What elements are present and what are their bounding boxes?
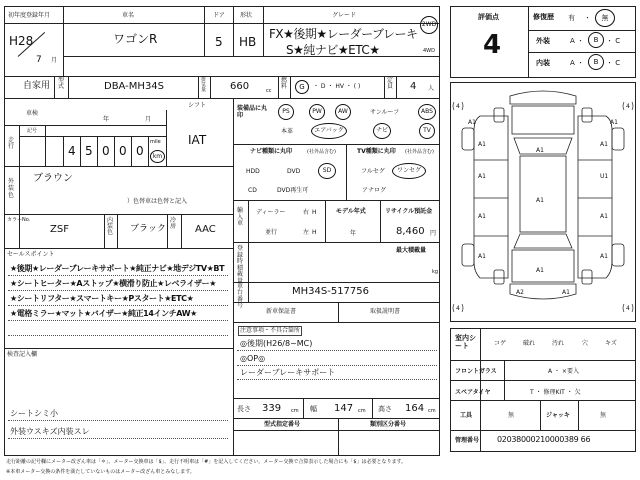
model-year-label: モデル年式 — [336, 208, 366, 215]
mark-a1-6: A1 — [478, 213, 486, 220]
wheel-mark-1: 4 — [456, 103, 460, 110]
car-diagram — [450, 82, 636, 322]
inspector-line-2: 外装ウスキズ内装スレ — [10, 427, 90, 436]
mileage-digit-5: 0 — [136, 144, 144, 158]
inspection-label: 車検 — [26, 110, 39, 117]
navi-hdd: HDD — [246, 168, 260, 175]
mileage-digit-2: 5 — [85, 144, 93, 158]
inspection-year-label: 年 — [103, 116, 110, 123]
interior-color-label: 内装色 — [107, 217, 114, 236]
exterior-color-label: 外装色 — [8, 178, 15, 200]
repair-yes: 有 — [568, 14, 575, 22]
reg-capacity-label: 登録時積載量 — [237, 245, 244, 285]
door-count: 5 — [215, 35, 223, 49]
navi-dvd: DVD — [287, 168, 301, 175]
exterior-color: ブラウン — [33, 173, 73, 184]
equipment-label: 装備品に丸印 — [237, 105, 268, 120]
fuel-options: ・ D ・ HV ・ ( ) — [313, 83, 361, 90]
mark-a1-2: A1 — [610, 119, 618, 126]
handle-h-2: H — [312, 229, 317, 236]
displacement: 660 — [230, 81, 250, 92]
seat-burn: コゲ — [494, 340, 507, 347]
interior-color: ブラック — [130, 224, 166, 234]
tv-analog: アナログ — [362, 187, 387, 194]
grade-line-2: S★純ナビ★ETC★ — [286, 43, 380, 57]
reg-month: 7 — [36, 55, 42, 65]
navi-type-label: ナビ種類に丸印 — [250, 148, 293, 155]
windshield-label: フロントガラス — [455, 368, 497, 375]
tv-type-label: TV種類に丸印 — [357, 148, 396, 155]
seat-scratch: キズ — [605, 340, 617, 347]
tools-value: 無 — [508, 412, 515, 419]
model-label: 型式 — [58, 77, 65, 90]
mark-a1-3: A1 — [478, 141, 486, 148]
height-unit: cm — [428, 408, 436, 414]
ac-label: 冷房 — [170, 217, 177, 230]
notes-label: 注意事項・不具合箇所 — [240, 327, 301, 334]
management-number: 02038000210000389 66 — [497, 435, 591, 444]
recycle-value: 8,460 — [396, 226, 425, 237]
mileage-unit-mile: mile — [150, 139, 161, 145]
notes-line-2: ◎OP◎ — [240, 354, 266, 363]
windshield-value: A ・ ×要入 — [548, 368, 579, 375]
tv-fullseg: フルセグ — [361, 168, 385, 175]
drive-4wd: 4WD — [423, 48, 435, 54]
equip-sunroof: サンルーフ — [370, 109, 400, 116]
length: 339 — [262, 403, 282, 414]
width-unit: cm — [358, 408, 366, 414]
exterior-scale-c: ・ C — [606, 37, 621, 45]
mark-a2: A2 — [516, 289, 524, 296]
wheel-mark-2: 4 — [626, 103, 630, 110]
sales-point-4: ★電格ミラー★マット★バイザー★純正14インチAW★ — [10, 309, 197, 318]
mark-a1-1: A1 — [468, 119, 476, 126]
seat-hole: 穴 — [582, 340, 589, 347]
grade-label: グレード — [332, 12, 357, 19]
mileage-label: 走行 — [8, 137, 15, 150]
navi-type-note: (社外品含む) — [307, 149, 336, 155]
tv-type-note: (社外品含む) — [405, 149, 434, 155]
capacity-unit: 人 — [428, 85, 435, 92]
seat-tear: 破れ — [523, 340, 536, 347]
mark-a1-12: A1 — [536, 267, 544, 274]
height-label: 高さ — [378, 405, 392, 413]
model-code: DBA-MH34S — [104, 81, 165, 92]
mark-a1-8: A1 — [478, 253, 486, 260]
spare-tire-value: T ・ 修理KIT ・ 欠 — [530, 389, 581, 396]
usage: 自家用 — [23, 81, 51, 91]
footer-line-1: 走行距離の記号欄にメーター改ざん車は「＊」、メーター交換車は「$」、走行不明車は「#」を記入してください。メーター交換で合算表示した場合にも「$」は必要となります。 — [6, 459, 407, 465]
class-number-label: 類別区分番号 — [370, 421, 407, 428]
car-name: ワゴンR — [113, 32, 158, 46]
navi-cd: CD — [248, 187, 257, 194]
width-label: 幅 — [310, 405, 317, 413]
notes-line-1: ◎後期(H26/8~MC) — [240, 339, 313, 348]
mark-a1-10: A1 — [536, 147, 544, 154]
import-dealer: ディーラー — [256, 209, 286, 216]
recycle-unit: 円 — [430, 230, 437, 237]
new-warranty: 新車保証書 — [266, 308, 297, 315]
interior-grade-label: 内装 — [536, 59, 550, 67]
body-shape: HB — [239, 35, 257, 49]
recycle-label: リサイクル預託金 — [385, 208, 433, 215]
mark-a1-9: A1 — [600, 253, 608, 260]
capacity-kg: kg — [432, 269, 439, 275]
color-no: ZSF — [50, 224, 69, 235]
drive-2wd-circle: 2WD — [420, 16, 438, 34]
main-sheet — [4, 6, 440, 456]
shape-label: 形状 — [240, 12, 253, 19]
eval-label: 評価点 — [478, 13, 499, 21]
handle-right: 右 — [303, 209, 310, 216]
grade-line-1: FX★後期★レーダーブレーキ — [269, 27, 418, 41]
inspection-month-label: 月 — [145, 116, 152, 123]
notes-line-3: レーダーブレーキサポート — [240, 368, 336, 377]
length-label: 長さ — [237, 405, 251, 413]
equip-aw: AW — [335, 104, 351, 120]
interior-seat-label: 室内シート — [455, 334, 476, 351]
displacement-unit: cc — [266, 88, 272, 94]
max-capacity-label: 最大積載量 — [396, 247, 427, 254]
management-label: 管理番号 — [455, 437, 480, 444]
mark-a1-4: A1 — [600, 141, 608, 148]
exterior-scale: A ・ — [570, 37, 585, 45]
car-name-label: 車名 — [122, 12, 135, 19]
mileage-digit-4: 0 — [119, 144, 127, 158]
ac-value: AAC — [195, 224, 216, 235]
mileage-unit-km: km — [150, 150, 165, 163]
eval-score: 4 — [483, 30, 502, 60]
equip-airbag: エアバック — [311, 123, 347, 139]
exterior-b-circle: B — [588, 32, 604, 48]
mileage-digit-1: 4 — [68, 144, 76, 158]
equip-pw: PW — [309, 104, 325, 120]
mark-a1-7: A1 — [600, 213, 608, 220]
sales-point-2: ★シートヒーター★Aストップ★横滑り防止★レベライザー★ — [10, 279, 217, 288]
equip-abs: ABS — [418, 104, 436, 120]
mark-u1: U1 — [600, 173, 609, 180]
jack-label: ジャッキ — [546, 412, 570, 419]
import-parallel: 並行 — [265, 229, 278, 236]
repair-dot: ・ — [584, 14, 591, 22]
model-year-unit: 年 — [350, 230, 357, 237]
equip-leather: 本革 — [281, 128, 294, 135]
repair-no-circle: 無 — [595, 9, 615, 27]
inspector-label: 検査記入欄 — [7, 351, 38, 358]
sales-point-1: ★後期★レーダーブレーキサポート★純正ナビ★地デジTV★BT — [10, 264, 225, 273]
height: 164 — [405, 403, 425, 414]
equip-ps: PS — [278, 104, 294, 120]
interior-scale: A ・ — [570, 59, 585, 67]
wheel-mark-3: 4 — [456, 305, 460, 312]
width: 147 — [334, 403, 354, 414]
exterior-grade-label: 外装 — [536, 37, 550, 45]
capacity-label: 定員 — [387, 77, 394, 90]
color-change-note: ）色替車は色替と記入 — [127, 198, 188, 205]
chassis-label: 車台番号 — [237, 283, 244, 309]
sales-points-label: セールスポイント — [7, 251, 55, 258]
capacity: 4 — [410, 81, 417, 92]
equip-navi: ナビ — [373, 123, 391, 139]
owner-manual: 取扱説明書 — [370, 308, 401, 315]
handle-left: 左 — [303, 229, 310, 236]
inspector-line-1: シートシミ小 — [10, 409, 58, 418]
first-reg-label: 初年度登録年月 — [8, 12, 51, 19]
import-label: 輸入車 — [237, 207, 244, 228]
door-label: ドア — [213, 12, 225, 19]
seat-dirt: 汚れ — [552, 340, 565, 347]
navi-sd: SD — [318, 163, 336, 179]
mileage-digit-3: 0 — [102, 144, 110, 158]
footer-line-2: ※本車メーター交換の条件を満たしていないものはメーター改ざん車とみなします。 — [6, 469, 195, 475]
length-unit: cm — [291, 408, 299, 414]
interior-scale-c: ・ C — [606, 59, 621, 67]
fuel-g-circle: G — [295, 80, 309, 94]
month-unit: 月 — [51, 57, 58, 64]
shift-label: シフト — [188, 102, 207, 109]
tv-oneseg: ワンセグ — [392, 163, 426, 179]
fuel-label: 燃料 — [281, 77, 288, 90]
mark-a1-13: A1 — [562, 289, 570, 296]
repair-history-label: 修復歴 — [533, 13, 554, 21]
equip-tv: TV — [419, 123, 435, 139]
displacement-label: 排気量 — [201, 77, 207, 93]
mileage-symbol-label: 記号 — [27, 128, 38, 134]
sales-point-3: ★シートリフター★スマートキー★Pスタート★ETC★ — [10, 294, 194, 303]
interior-b-circle: B — [588, 54, 604, 70]
color-no-label: カラーNo. — [7, 217, 31, 223]
jack-value: 無 — [600, 412, 607, 419]
spare-tire-label: スペアタイヤ — [455, 389, 491, 396]
wheel-mark-4: 4 — [626, 305, 630, 312]
reg-year: H28 — [9, 34, 34, 48]
navi-dvd-play: DVD再生可 — [277, 187, 309, 194]
chassis-number: MH34S-517756 — [292, 286, 370, 297]
type-designation-label: 型式指定番号 — [264, 421, 301, 428]
mark-a1-11: A1 — [536, 197, 544, 204]
handle-h-1: H — [312, 209, 317, 216]
tools-label: 工具 — [460, 412, 473, 419]
mark-a1-5: A1 — [478, 173, 486, 180]
shift-value: IAT — [188, 133, 207, 147]
